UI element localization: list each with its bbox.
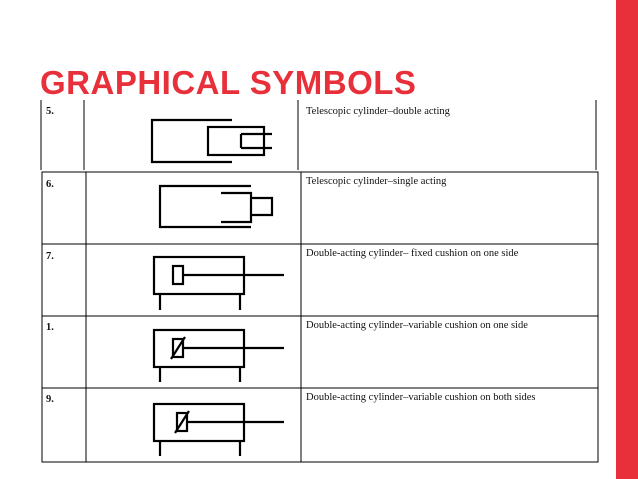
row-number: 6. — [46, 179, 54, 190]
row-description: Telescopic cylinder–single acting — [306, 176, 447, 187]
accent-side-bar — [616, 0, 638, 479]
row-description: Double-acting cylinder– fixed cushion on one side — [306, 248, 519, 259]
row-number: 1. — [46, 322, 54, 333]
page-title: GRAPHICAL SYMBOLS — [40, 64, 417, 101]
symbols-table — [40, 100, 600, 468]
row-description: Telescopic cylinder–double acting — [306, 106, 450, 117]
row-description: Double-acting cylinder–variable cushion on one side — [306, 320, 528, 331]
row-description: Double-acting cylinder–variable cushion on both sides — [306, 392, 536, 403]
row-number: 9. — [46, 394, 54, 405]
row-number: 5. — [46, 106, 54, 117]
double-acting-variable-cushion-both-sides-symbol — [40, 100, 600, 468]
row-number: 7. — [46, 251, 54, 262]
